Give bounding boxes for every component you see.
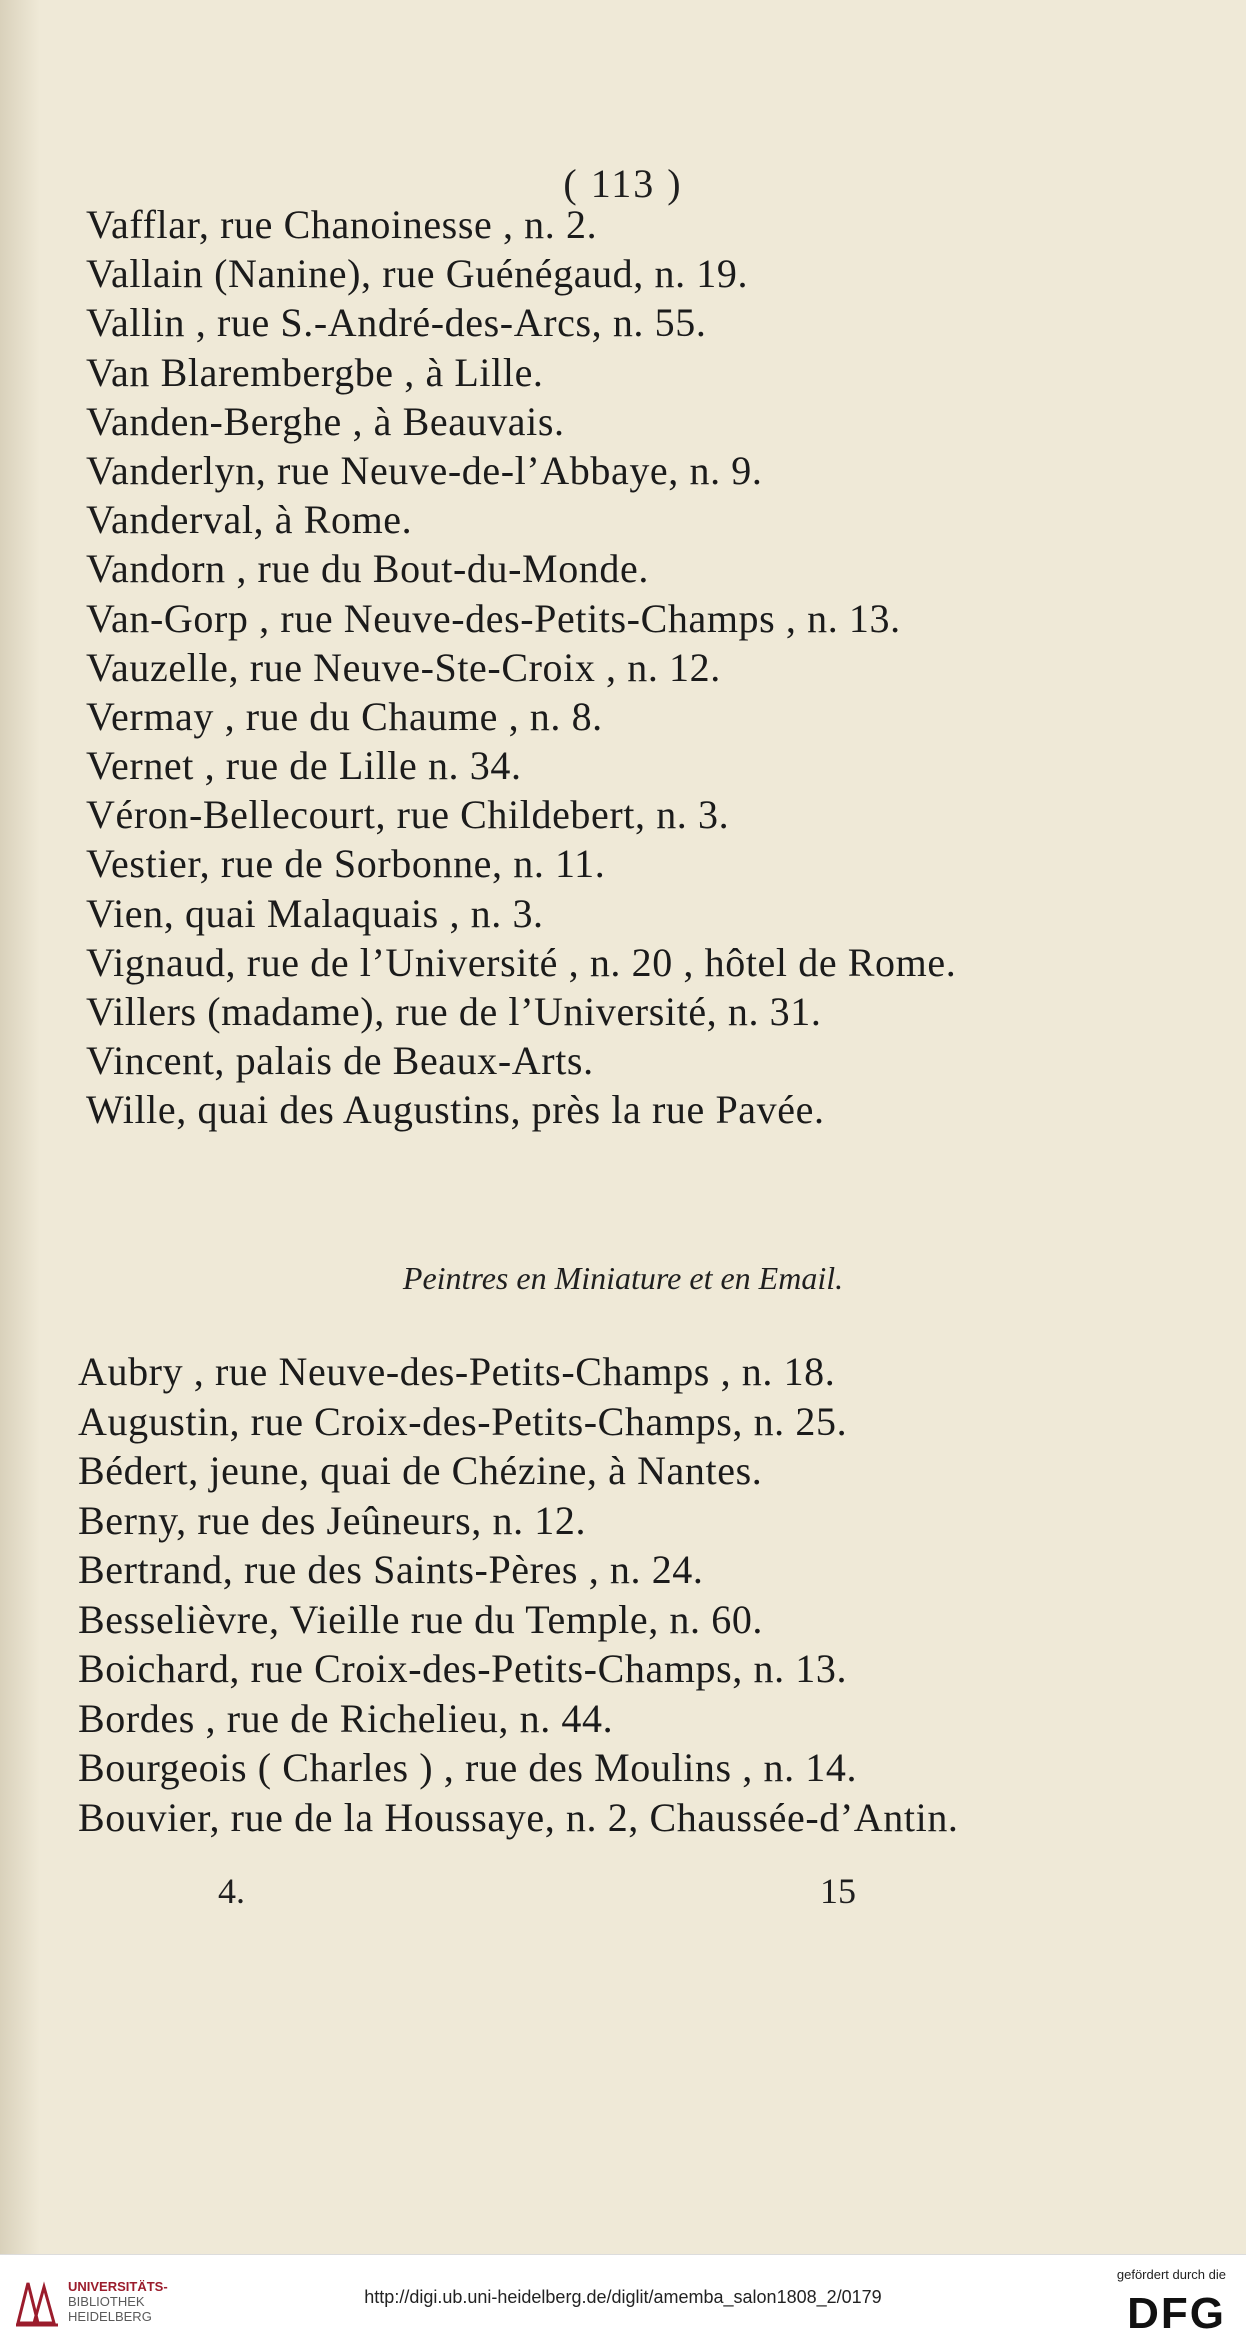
university-line-3: HEIDELBERG xyxy=(68,2309,152,2324)
list-item: Villers (madame), rue de l’Université, n. 31. xyxy=(86,989,822,1034)
list-item: Vincent, palais de Beaux-Arts. xyxy=(86,1038,594,1084)
list-item: Boichard, rue Croix-des-Petits-Champs, n. 13. xyxy=(78,1646,848,1691)
list-item: Bouvier, rue de la Houssaye, n. 2, Chaussée-d’Antin. xyxy=(78,1794,959,1840)
page-gutter-shadow xyxy=(0,0,40,2254)
list-item: Van-Gorp , rue Neuve-des-Petits-Champs , n. 13. xyxy=(86,595,901,641)
list-item: Vanden-Berghe , à Beauvais. xyxy=(86,398,565,444)
list-item: Besselièvre, Vieille rue du Temple, n. 60. xyxy=(78,1596,764,1642)
list-item: Wille, quai des Augustins, près la rue Pavée. xyxy=(86,1087,825,1133)
list-item: Véron-Bellecourt, rue Childebert, n. 3. xyxy=(86,792,730,838)
list-item: Bordes , rue de Richelieu, n. 44. xyxy=(78,1695,614,1741)
list-item: Bédert, jeune, quai de Chézine, à Nantes. xyxy=(78,1448,763,1493)
viewer-footer xyxy=(0,2254,1246,2345)
section-title: Peintres en Miniature et en Email. xyxy=(402,1260,844,1296)
list-item: Vandorn , rue du Bout-du-Monde. xyxy=(86,546,649,592)
list-item: Van Blarembergbe , à Lille. xyxy=(86,349,544,395)
dfg-logo: DFG xyxy=(1127,2289,1226,2338)
list-item: Bertrand, rue des Saints-Pères , n. 24. xyxy=(78,1547,704,1592)
artist-list xyxy=(86,200,1216,1135)
source-url[interactable]: http://digi.ub.uni-heidelberg.de/diglit/amemba_salon1808_2/0179 xyxy=(364,2287,882,2307)
list-item: Vermay , rue du Chaume , n. 8. xyxy=(86,693,603,739)
list-item: Vanderval, à Rome. xyxy=(86,497,413,543)
list-item: Vignaud, rue de l’Université , n. 20 , hôtel de Rome. xyxy=(86,939,957,985)
list-item: Aubry , rue Neuve-des-Petits-Champs , n. 18. xyxy=(78,1349,836,1394)
list-item: Vernet , rue de Lille n. 34. xyxy=(86,743,522,789)
funded-by-caption: gefördert durch die xyxy=(1116,2267,1226,2282)
page-number: 15 xyxy=(820,1871,856,1911)
list-item: Bourgeois ( Charles ) , rue des Moulins , n. 14. xyxy=(78,1745,858,1790)
list-item: Vallain (Nanine), rue Guénégaud, n. 19. xyxy=(86,251,749,297)
list-item: Vafflar, rue Chanoinesse , n. 2. xyxy=(86,202,598,247)
list-item: Vauzelle, rue Neuve-Ste-Croix , n. 12. xyxy=(86,644,721,690)
university-line-1: UNIVERSITÄTS- xyxy=(68,2279,168,2294)
list-item: Berny, rue des Jeûneurs, n. 12. xyxy=(78,1497,587,1543)
signature-mark: 4. xyxy=(218,1871,245,1911)
list-item: Vien, quai Malaquais , n. 3. xyxy=(86,890,544,936)
miniature-painter-list xyxy=(78,1347,1218,1842)
page-header: ( 113 ) xyxy=(563,161,683,206)
list-item: Vestier, rue de Sorbonne, n. 11. xyxy=(86,841,606,887)
list-item: Vanderlyn, rue Neuve-de-l’Abbaye, n. 9. xyxy=(86,447,763,493)
university-line-2: BIBLIOTHEK xyxy=(68,2294,145,2309)
list-item: Vallin , rue S.-André-des-Arcs, n. 55. xyxy=(86,300,707,346)
list-item: Augustin, rue Croix-des-Petits-Champs, n. 25. xyxy=(78,1398,848,1444)
